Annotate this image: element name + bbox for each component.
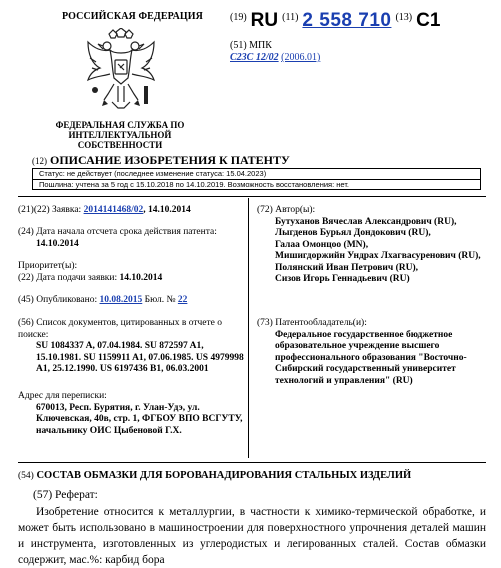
owner-label: (73) Патентообладатель(и):	[257, 318, 367, 328]
description-title-text: ОПИСАНИЕ ИЗОБРЕТЕНИЯ К ПАТЕНТУ	[50, 153, 290, 167]
author-item: Мишигдоржийн Ундрах Лхагвасуренович (RU),	[275, 251, 481, 261]
author-item: Галаа Омонцоо (MN),	[275, 239, 369, 250]
emblem-icon	[82, 28, 160, 114]
correspondence-label: Адрес для переписки:	[18, 391, 107, 401]
cited-docs-row	[18, 318, 246, 376]
application-label: (21)(22) Заявка:	[18, 205, 82, 215]
priority-label: Приоритет(ы):	[18, 261, 78, 271]
author-item: Сизов Игорь Геннадьевич (RU)	[275, 274, 410, 284]
invention-code: (54)	[18, 471, 34, 481]
agency-name: ФЕДЕРАЛЬНАЯ СЛУЖБА ПО ИНТЕЛЛЕКТУАЛЬНОЙ СОБСТВЕННОСТИ	[55, 120, 185, 150]
fee-line: Пошлина: учтена за 5 год с 15.10.2018 по 14.10.2019. Возможность восстановления: нет.	[33, 179, 480, 190]
owner-name: Федеральное государственное бюджетное образовательное учреждение высшего профессионального образования "Восточно-Сибирский государственный университет технологий и управления" (RU)	[275, 329, 467, 386]
code-19: (19)	[230, 12, 247, 23]
code-13: (13)	[395, 12, 413, 23]
correspondence-row	[18, 391, 246, 437]
status-box	[32, 168, 481, 190]
author-item: Бутуханов Вячеслав Александрович (RU),	[275, 216, 457, 227]
authors-block	[257, 205, 489, 286]
country-code: RU	[250, 10, 279, 31]
application-date: , 14.10.2014	[143, 205, 191, 215]
application-number-link[interactable]: 2014141468/02	[83, 205, 144, 215]
abstract-label: (57) Реферат:	[33, 489, 98, 501]
status-line: Статус: не действует (последнее изменение статуса: 15.04.2023)	[39, 169, 267, 178]
author-item: Лыгденов Бурьял Дондокович (RU),	[275, 228, 431, 238]
published-date-link[interactable]: 10.08.2015	[99, 295, 143, 305]
owner-block	[257, 318, 489, 387]
invention-title	[18, 470, 411, 481]
published-label: (45) Опубликовано:	[18, 295, 98, 305]
term-start-value: 14.10.2014	[36, 238, 79, 249]
cited-label: (56) Список документов, цитированных в отчете о поиске:	[18, 318, 222, 340]
patent-codes	[230, 10, 440, 32]
filing-date-label: (22) Дата подачи заявки:	[18, 272, 118, 283]
ipc-version-link[interactable]: (2006.01)	[281, 52, 321, 63]
code-11: (11)	[282, 12, 299, 23]
column-divider	[248, 198, 249, 458]
divider-top	[18, 196, 486, 197]
description-code: (12)	[32, 156, 47, 166]
cited-docs: SU 1084337 A, 07.04.1984. SU 872597 A1, 15.10.1981. SU 1159911 A1, 07.06.1985. US 4979998 A1, 25.12.1990. US 6197436 B1, 06.03.2001	[36, 341, 244, 374]
filing-date-value: 14.10.2014	[119, 272, 163, 283]
country-name: РОССИЙСКАЯ ФЕДЕРАЦИЯ	[62, 11, 204, 22]
application-row	[18, 205, 246, 217]
kind-code: C1	[416, 10, 441, 31]
bulletin-label: Бюл. №	[144, 295, 176, 305]
invention-title-text: СОСТАВ ОБМАЗКИ ДЛЯ БОРОВАНАДИРОВАНИЯ СТАЛЬНЫХ ИЗДЕЛИЙ	[36, 470, 412, 481]
abstract	[18, 504, 486, 568]
published-row	[18, 295, 246, 307]
abstract-text: Изобретение относится к металлургии, в частности к химико-термической обработке, и может быть использовано в машиностроении для поверхностного упрочнения деталей машин и инструмента, изготовленных из углеродистых и легированных сталей. Состав обмазки содержит, мас.%: карбид бора	[18, 506, 486, 566]
ipc-class-link[interactable]: C23C 12/02	[230, 52, 279, 63]
correspondence-address: 670013, Респ. Бурятия, г. Улан-Удэ, ул. Ключевская, 40в, стр. 1, ФГБОУ ВПО ВСГУТУ, начальнику ОИС Цыбеновой Г.Х.	[36, 402, 243, 436]
term-start-label: (24) Дата начала отсчета срока действия патента:	[18, 227, 217, 237]
priority-row	[18, 261, 246, 284]
divider-bottom	[18, 462, 486, 463]
term-start-row	[18, 227, 246, 250]
bulletin-number-link[interactable]: 22	[177, 295, 188, 305]
description-title	[32, 153, 290, 168]
mpk-label: (51) МПК	[230, 40, 272, 51]
patent-number-link[interactable]: 2 558 710	[302, 10, 392, 31]
author-item: Полянский Иван Петрович (RU),	[275, 262, 419, 273]
ipc-block	[230, 40, 320, 64]
authors-label: (72) Автор(ы):	[257, 205, 316, 215]
